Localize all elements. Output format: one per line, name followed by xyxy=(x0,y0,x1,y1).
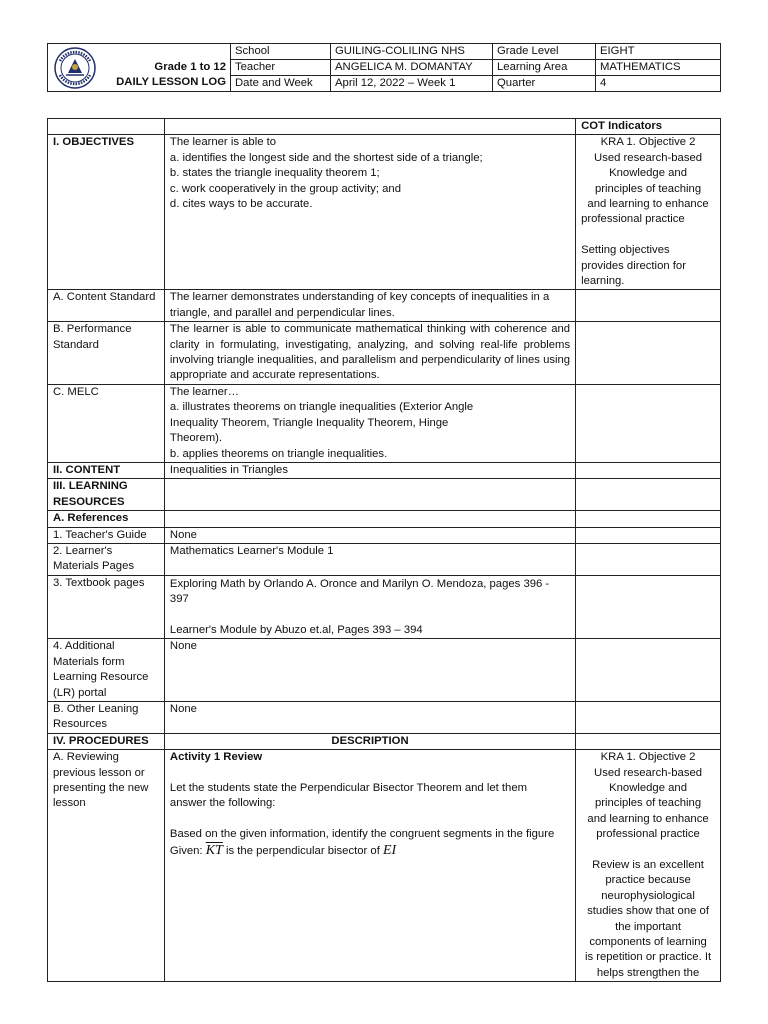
cot-indicators-header: COT Indicators xyxy=(576,119,721,135)
additional-materials-label: 4. Additional Materials form Learning Resource (LR) portal xyxy=(48,639,165,702)
cot-note-line: is repetition or practice. It xyxy=(584,951,712,964)
quarter-value: 4 xyxy=(596,76,721,92)
additional-materials-row xyxy=(48,639,721,702)
log-title: DAILY LESSON LOG xyxy=(116,76,226,88)
cot-line: professional practice xyxy=(581,213,685,226)
performance-standard-label: B. Performance Standard xyxy=(48,322,165,385)
teachers-guide-label: 1. Teacher's Guide xyxy=(48,527,165,543)
melc-label: C. MELC xyxy=(48,384,165,462)
header-table xyxy=(47,43,721,92)
cot-line: Knowledge and xyxy=(609,167,687,180)
references-label: A. References xyxy=(48,511,165,527)
textbook-ref-1: Exploring Math by Orlando A. Oronce and Marilyn O. Mendoza, pages 396 - xyxy=(169,577,550,590)
objectives-cot xyxy=(576,135,721,290)
performance-standard-row xyxy=(48,322,721,385)
review-task: Based on the given information, identify the congruent segments in the figure xyxy=(169,828,555,841)
performance-standard-text: The learner is able to communicate mathematical thinking with coherence and clarity in formulating, investigating, analyzing, and solving real-life problems involving triangle inequalities, and parallelism and perpendicularity of lines using appropriate and accurate representations. xyxy=(164,322,575,385)
melc-item-b: b. applies theorems on triangle inequalities. xyxy=(169,447,388,460)
cot-note-line: studies show that one of xyxy=(587,905,709,918)
cot-note-line: helps strengthen the xyxy=(596,966,700,979)
teachers-guide-row xyxy=(48,527,721,543)
teacher-value: ANGELICA M. DOMANTAY xyxy=(331,60,493,76)
review-given xyxy=(170,843,570,859)
content-value: Inequalities in Triangles xyxy=(164,462,575,478)
cot-line: Knowledge and xyxy=(609,782,687,795)
learners-materials-row xyxy=(48,543,721,575)
objectives-intro: The learner is able to xyxy=(169,136,277,149)
cot-line: Used research-based xyxy=(594,151,703,164)
learners-materials-label: 2. Learner's Materials Pages xyxy=(48,543,165,575)
cot-note-line: Review is an excellent xyxy=(592,859,704,872)
review-row xyxy=(48,750,721,982)
header-logo-cell xyxy=(48,44,231,92)
references-row xyxy=(48,511,721,527)
lesson-log-table xyxy=(47,118,721,982)
other-resources-value: None xyxy=(164,702,575,734)
cot-line: principles of teaching xyxy=(594,182,702,195)
procedures-label: IV. PROCEDURES xyxy=(48,733,165,749)
content-label: II. CONTENT xyxy=(48,462,165,478)
cot-line: KRA 1. Objective 2 xyxy=(600,136,696,149)
learning-area-value: MATHEMATICS xyxy=(596,60,721,76)
grade-level-value: EIGHT xyxy=(596,44,721,60)
given-prefix: Given: xyxy=(169,844,203,857)
textbook-row xyxy=(48,575,721,639)
teachers-guide-value: None xyxy=(164,527,575,543)
grade-range: Grade 1 to 12 xyxy=(154,61,226,73)
content-standard-label: A. Content Standard xyxy=(48,290,165,322)
content-row xyxy=(48,462,721,478)
school-label: School xyxy=(231,44,331,60)
procedures-row xyxy=(48,733,721,749)
cot-note-line: the important xyxy=(615,920,682,933)
activity-title: Activity 1 Review xyxy=(169,751,263,764)
learning-resources-label: III. LEARNING RESOURCES xyxy=(48,479,165,511)
cot-note-line: components of learning xyxy=(589,936,707,949)
objective-item: d. cites ways to be accurate. xyxy=(169,198,313,211)
cot-note: Setting objectives provides direction for learning. xyxy=(581,244,686,288)
objective-item: b. states the triangle inequality theorem 1; xyxy=(169,167,380,180)
cot-line: principles of teaching xyxy=(594,797,702,810)
melc-row xyxy=(48,384,721,462)
school-value: GUILING-COLILING NHS xyxy=(331,44,493,60)
review-cot xyxy=(576,750,721,982)
melc-item-a: Theorem). xyxy=(169,432,223,445)
melc-intro: The learner… xyxy=(169,385,239,398)
objectives-label: I. OBJECTIVES xyxy=(48,135,165,290)
other-resources-row xyxy=(48,702,721,734)
cot-header-row xyxy=(48,119,721,135)
textbook-content xyxy=(164,575,575,639)
description-header: DESCRIPTION xyxy=(164,733,575,749)
other-resources-label: B. Other Leaning Resources xyxy=(48,702,165,734)
cot-note-line: neurophysiological xyxy=(601,889,695,902)
review-instruction: Let the students state the Perpendicular Bisector Theorem and let them xyxy=(169,782,528,795)
review-label: A. Reviewing previous lesson or presenting the new lesson xyxy=(48,750,165,982)
melc-item-a: Inequality Theorem, Triangle Inequality Theorem, Hinge xyxy=(169,416,449,429)
cot-note-line: practice because xyxy=(605,874,691,887)
date-label: Date and Week xyxy=(231,76,331,92)
date-value: April 12, 2022 – Week 1 xyxy=(331,76,493,92)
grade-level-label: Grade Level xyxy=(493,44,596,60)
textbook-label: 3. Textbook pages xyxy=(48,575,165,639)
textbook-ref-1-cont: 397 xyxy=(169,593,189,606)
learning-area-label: Learning Area xyxy=(493,60,596,76)
melc-content xyxy=(164,384,575,462)
textbook-ref-2: Learner's Module by Abuzo et.al, Pages 393 – 394 xyxy=(169,623,423,636)
cot-line: Used research-based xyxy=(594,766,703,779)
learners-materials-value: Mathematics Learner's Module 1 xyxy=(164,543,575,575)
objective-item: c. work cooperatively in the group activity; and xyxy=(169,182,401,195)
objectives-row xyxy=(48,135,721,290)
cot-line: professional practice xyxy=(596,828,700,841)
review-content xyxy=(164,750,575,982)
cot-line: and learning to enhance xyxy=(587,198,709,211)
additional-materials-value: None xyxy=(164,639,575,702)
teacher-label: Teacher xyxy=(231,60,331,76)
given-middle: is the perpendicular bisector of xyxy=(225,844,380,857)
content-standard-text: The learner demonstrates understanding of key concepts of inequalities in a triangle, and parallel and perpendicular lines. xyxy=(164,290,575,322)
objective-item: a. identifies the longest side and the shortest side of a triangle; xyxy=(169,151,483,164)
deped-seal-icon xyxy=(54,47,96,89)
review-instruction-cont: answer the following: xyxy=(169,797,276,810)
segment-kt: $\overline{KT}$ xyxy=(205,842,223,858)
melc-item-a: a. illustrates theorems on triangle inequalities (Exterior Angle xyxy=(169,401,474,414)
objectives-content xyxy=(164,135,575,290)
quarter-label: Quarter xyxy=(493,76,596,92)
segment-ei: EI xyxy=(382,842,397,858)
learning-resources-row xyxy=(48,479,721,511)
cot-line: KRA 1. Objective 2 xyxy=(600,751,696,764)
cot-line: and learning to enhance xyxy=(587,812,709,825)
content-standard-row xyxy=(48,290,721,322)
